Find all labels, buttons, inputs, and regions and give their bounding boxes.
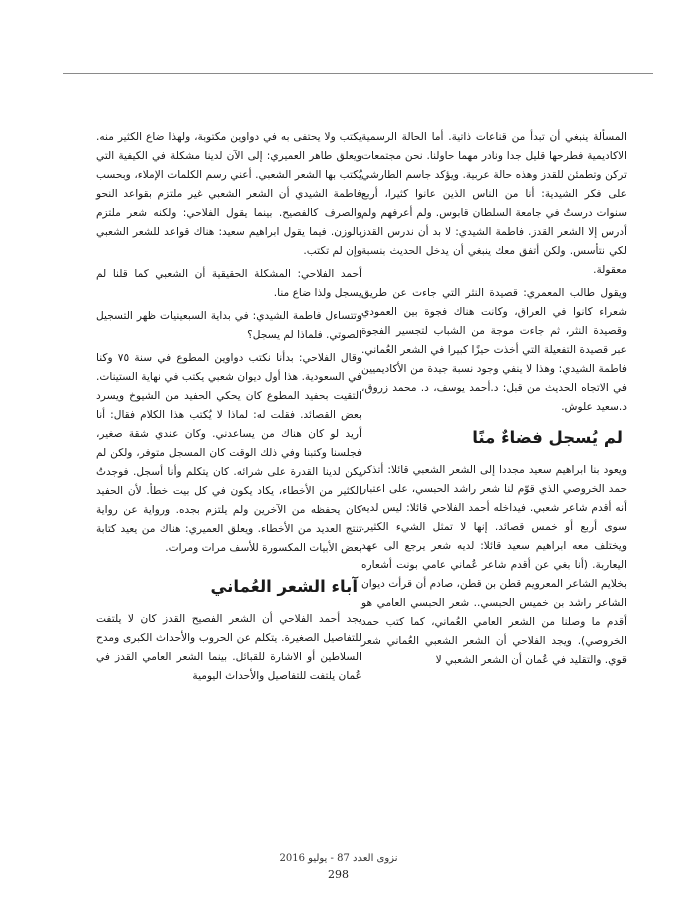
- page-number: 298: [328, 868, 349, 881]
- section-heading: لم يُسجل فضاءٌ منًا: [472, 428, 623, 447]
- right-column: [361, 128, 627, 674]
- left-column: [96, 128, 362, 690]
- paragraph: ويعود بنا ابراهيم سعيد مجددا إلى الشعر الشعبي قائلا: أتذكر حمد الخروصي الذي قوّم لنا شعر راشد الحبسي، على اعتبار أنه أقدم شاعر شعبي. فيداخله أحمد الفلاحي قائلا: ليس لديه سوى أربع أو خمس قصائد. إنها لا تمثل الشيء الكثير. ويختلف معه ابراهيم سعيد قائلا: لديه شعر يرجع الى عهد اليعاربة. (أنا بغي عن أقدم شاعر عُماني عامي بونت أشعاره بخلايم الشاعر المعرويم قطن بن قطن، صادم أن قرأت ديوان الشاعر راشد بن خميس الحبسي.. شعر الحبسي العامي هو أقدم ما وصلنا من الشعر العامي العُماني، كما كتب حمد الخروصي). ويجد الفلاحي أن الشعر الشعبي العُماني شعر قوي. والتقليد في عُمان أن الشعر الشعبي لا: [361, 464, 627, 666]
- paragraph: يجد أحمد الفلاحي أن الشعر الفصيح القدز كان لا يلتفت للتفاصيل الصغيرة. يتكلم عن الحروب والأحداث الكبرى ومدح السلاطين أو الاشارة للقبائل. بينما الشعر العامي القدز في عُمان يلتفت للتفاصيل والأحداث اليومية: [96, 613, 362, 682]
- paragraph: ويقول طالب المعمري: قصيدة النثر التي جاءت عن طريق شعراء كانوا في العراق، وكانت هناك فجوة بين العمودي وقصيدة النثر، ثم جاءت موجة من الشباب لتجسير الفجوة عبر قصيدة التفعيلة التي أخذت حيزًا كبيرا في الشعر العُماني. فاطمة الشيدي: وهذا لا ينفي وجود نسبة جيدة من الأكاديميين في الاتجاه الحديث من قبل: د.أحمد يوسف، د. محمد زروق، د.سعيد علوش.: [361, 287, 627, 413]
- top-divider: [63, 73, 653, 74]
- footer-issue-line: نزوى العدد 87 - يوليو 2016: [279, 853, 398, 864]
- paragraph: أحمد الفلاحي: المشكلة الحقيقية أن الشعبي كما قلنا لم يسجل ولذا ضاع منا.: [96, 268, 362, 299]
- paragraph: وتتساءل فاطمة الشيدي: في بداية السبعينيات ظهر التسجيل الصوتي. فلماذا لم يسجل؟: [96, 310, 362, 341]
- paragraph: يكتب ولا يحتفى به في دواوين مكتوبة، ولهذا ضاع الكثير منه. ويعلق طاهر العميري: إلى الآن لدينا مشكلة في الكيفية التي يُكتب بها الشعر الشعبي. أعني رسم الكلمات الإملاء، وبحسب فاطمة الشيدي أن الشعر الشعبي غير ملتزم بقواعد النحو والصرف كالفصيح. بينما يقول الفلاحي: ولكنه شعر ملتزم بالوزن. فيما يقول ابراهيم سعيد: هناك قواعد للشعر الشعبي وإن لم تكتب.: [96, 131, 362, 257]
- section-heading: آباء الشعر العُماني: [210, 577, 358, 596]
- paragraph: وقال الفلاحي: بدأنا نكتب دواوين المطوع في سنة ٧٥ وكنا في السعودية. هذا أول ديوان شعبي يكتب في نهاية الستينات. التقيت بحفيد المطوع كان يحكي الحفيد من الشيوخ ويسرد بعض القصائد. فقلت له: لماذا لا يُكتب هذا الكلام فقال: أنا أريد لو كان هناك من يساعدني. وكان عندي شقة صغير، فجلسنا وكتبنا وفي ذلك الوقت كان المسجل متوفر، ولكن لم يكن لدينا القدرة على شرائه. كان يتكلم وأنا أسجل. فوجدتُ الكثير من الأخطاء، يكاد يكون في كل بيت خطأ. لأن الحفيد كان يحفظه من الآخرين ولم يلتزم بجده. ورواية عن رواية تنتج العديد من الأخطاء. ويعلق العميري: هناك من يعيد كتابة بعض الأبيات المكسورة للأسف مرات ومرات.: [96, 352, 362, 554]
- paragraph: المسألة ينبغي أن تبدأ من قناعات ذاتية. أما الحالة الرسمية الاكاديمية فطرحها قليل جدا ونادر مهما حاولنا. نحن مجتمعات تركن وتطمئن للقدز وهذه حالة عربية. ويؤكد جاسم الطارشي على فكر الشيدية: أنا من الناس الذين عانوا كثيرا، أربع سنوات درستُ في جامعة السلطان قابوس. ولم أعرفهم ولم أدرس إلا الشعر القدز. فاطمة الشيدي: لا بد أن ندرس القدز لكي نتأسس. ولكن أتفق معك ينبغي أن يدخل الحديث بنسبة معقولة.: [361, 131, 627, 276]
